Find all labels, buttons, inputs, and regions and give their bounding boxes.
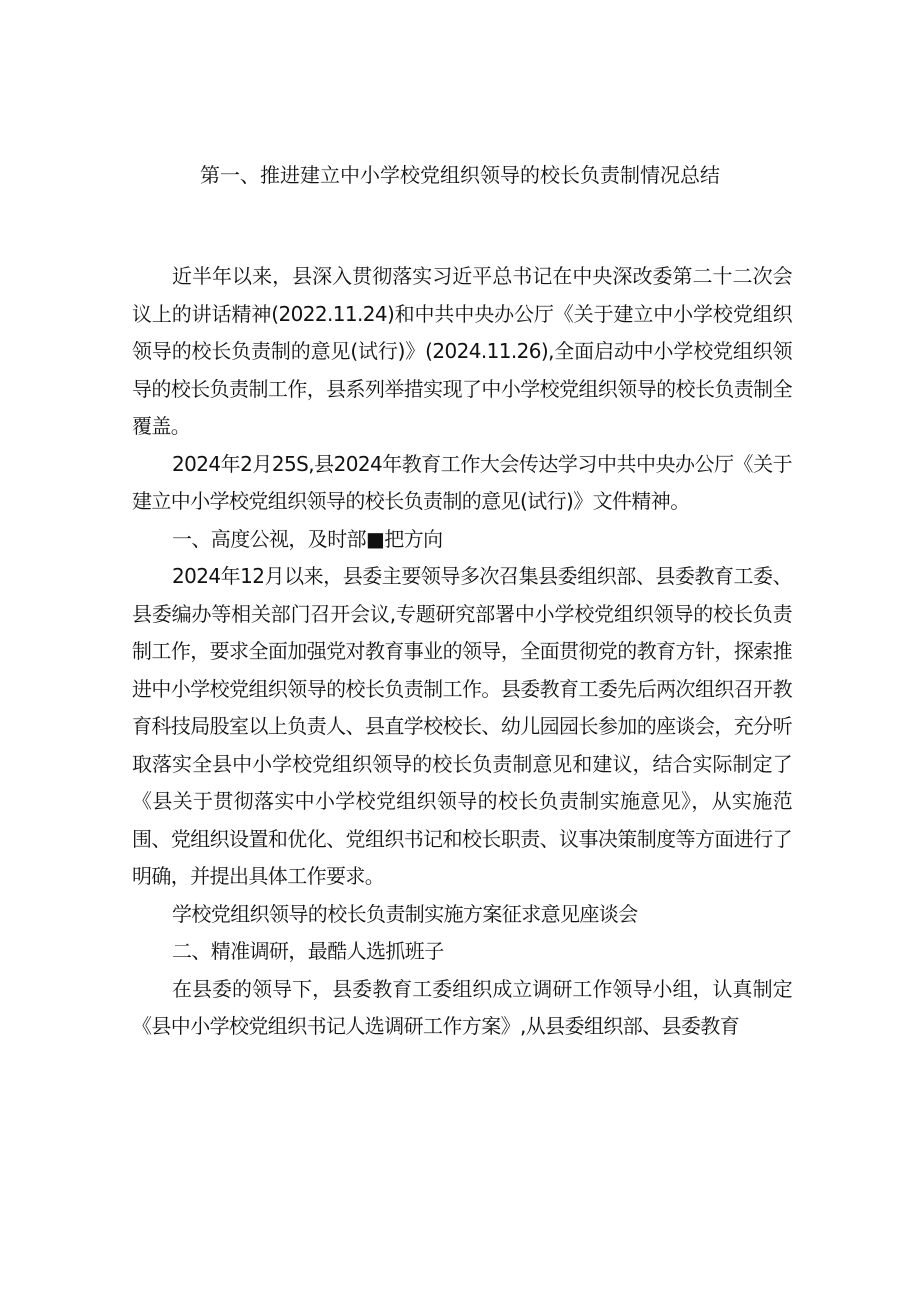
document-title: 第一、推进建立中小学校党组织领导的校长负责制情况总结 — [200, 163, 720, 187]
paragraph-meeting: 2024年2月25S,县2024年教育工作大会传达学习中共中央办公厅《关于建立中小学校党组织领导的校长负责制的意见(试行)》文件精神。 — [132, 451, 792, 513]
paragraph-section-2: 在县委的领导下，县委教育工委组织成立调研工作领导小组，认真制定《县中小学校党组织书记人选调研工作方案》,从县委组织部、县委教育 — [132, 976, 792, 1038]
paragraph-intro: 近半年以来，县深入贯彻落实习近平总书记在中央深改委第二十二次会议上的讲话精神(2022.11.24)和中共中央办公厅《关于建立中小学校党组织领导的校长负责制的意见(试行)》(2024.11.26),全面启动中小学校党组织领导的校长负责制工作，县系列举措实现了中小学校党组织领导的校长负责制全覆盖。 — [132, 264, 792, 438]
section-heading-2: 二、精准调研，最酷人选抓班子 — [172, 939, 444, 963]
section-heading-1: 一、高度公视，及时部■把方向 — [172, 526, 443, 551]
document-body — [132, 258, 792, 1046]
photo-caption: 学校党组织领导的校长负责制实施方案征求意见座谈会 — [172, 901, 638, 926]
paragraph-section-1: 2024年12月以来，县委主要领导多次召集县委组织部、县委教育工委、县委编办等相关部门召开会议,专题研究部署中小学校党组织领导的校长负责制工作，要求全面加强党对教育事业的领导，全面贯彻党的教育方针，探索推进中小学校党组织领导的校长负责制工作。县委教育工委先后两次组织召开教育科技局股室以上负责人、县直学校校长、幼儿园园长参加的座谈会，充分听取落实全县中小学校党组织领导的校长负责制意见和建议，结合实际制定了《县关于贯彻落实中小学校党组织领导的校长负责制实施意见》，从实施范围、党组织设置和优化、党组织书记和校长职责、议事决策制度等方面进行了明确，并提出具体工作要求。 — [132, 564, 792, 888]
